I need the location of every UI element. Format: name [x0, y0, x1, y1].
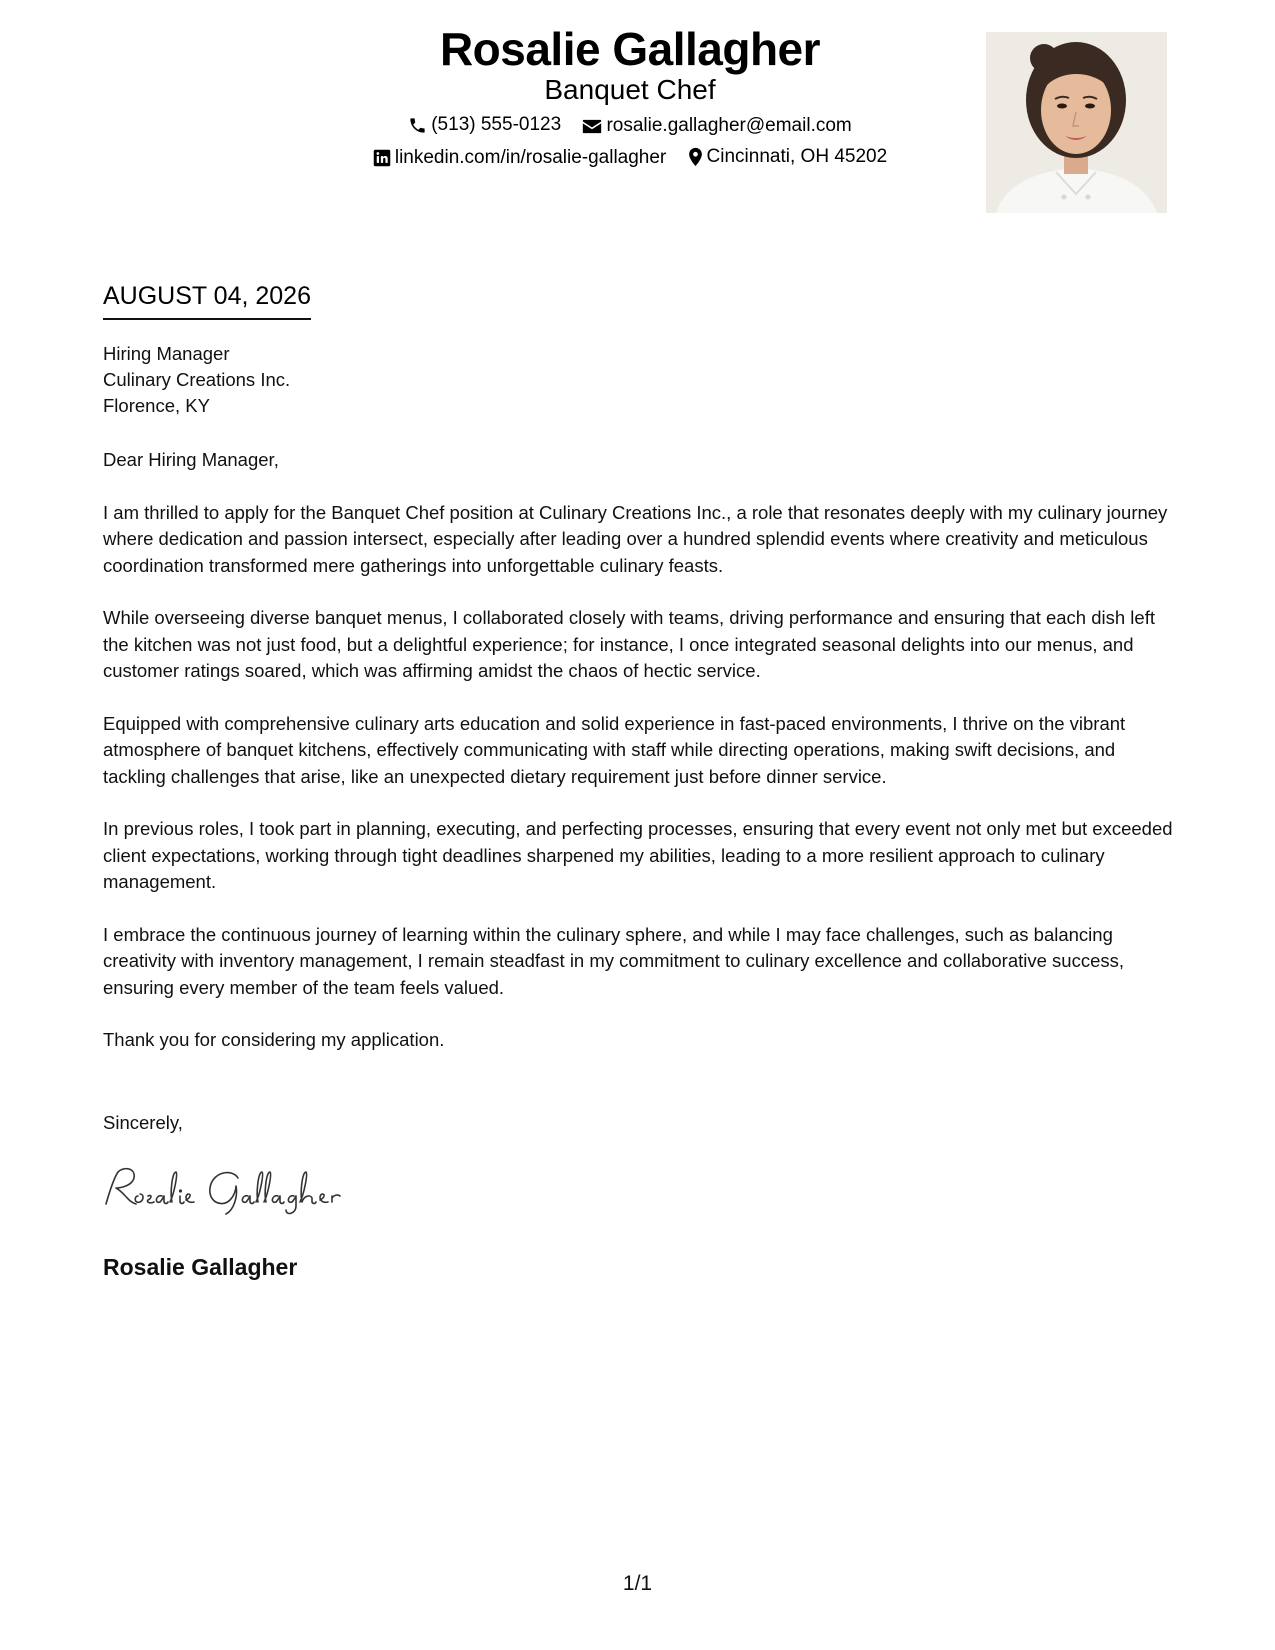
contact-linkedin[interactable] — [373, 145, 666, 171]
envelope-icon — [582, 118, 602, 135]
letter-body — [103, 447, 1183, 1080]
salutation: Dear Hiring Manager, — [103, 449, 279, 470]
phone-text: (513) 555-0123 — [431, 114, 562, 135]
contact-email[interactable] — [582, 113, 851, 139]
linkedin-text: linkedin.com/in/rosalie-gallagher — [394, 147, 667, 168]
page-number: 1/1 — [622, 1572, 653, 1595]
recipient-block — [103, 341, 290, 419]
letter-header — [0, 0, 1275, 230]
body-paragraph: In previous roles, I took part in planning, executing, and perfecting processes, ensuring that every event not only met but exceeded client expectations, working through tight deadlines sharpened my abilities, leading to a more resilient approach to culinary management. — [103, 818, 1173, 892]
handwritten-signature — [100, 1160, 380, 1220]
location-text: Cincinnati, OH 45202 — [706, 146, 888, 167]
email-text: rosalie.gallagher@email.com — [606, 115, 852, 136]
profile-photo — [986, 32, 1167, 213]
recipient-line: Hiring Manager — [103, 343, 230, 364]
recipient-line: Culinary Creations Inc. — [103, 369, 291, 390]
letter-date: AUGUST 04, 2026 — [103, 280, 311, 320]
signer-name: Rosalie Gallagher — [103, 1254, 298, 1280]
closing: Sincerely, — [103, 1112, 183, 1133]
body-paragraph: Equipped with comprehensive culinary arts education and solid experience in fast-paced environments, I thrive on the vibrant atmosphere of banquet kitchens, effectively communicating with staff while directing operations, making swift decisions, and tackling challenges that arise, like an unexpected dietary requirement just before dinner service. — [103, 712, 1126, 787]
applicant-name: Rosalie Gallagher — [439, 23, 821, 75]
map-pin-icon — [688, 147, 703, 167]
phone-icon — [408, 116, 427, 135]
contact-location — [688, 144, 888, 170]
body-paragraph: While overseeing diverse banquet menus, I collaborated closely with teams, driving performance and ensuring that each dish left the kitchen was not just food, but a delightful experience; for instance, I once integrated seasonal delights into our menus, and customer ratings soared, which was affirming amidst the chaos of hectic service. — [103, 607, 1155, 681]
applicant-title: Banquet Chef — [544, 74, 716, 105]
linkedin-icon — [373, 149, 391, 167]
recipient-line: Florence, KY — [103, 395, 210, 416]
body-paragraph: I am thrilled to apply for the Banquet Chef position at Culinary Creations Inc., a role that resonates deeply with my culinary journey where dedication and passion intersect, especially after leading over a hundred splendid events where creativity and meticulous coordination transformed mere gatherings into unforgettable culinary feasts. — [103, 501, 1168, 576]
body-paragraph: I embrace the continuous journey of learning within the culinary sphere, and while I may face challenges, such as balancing creativity with inventory management, I remain steadfast in my commitment to culinary excellence and collaborative success, ensuring every member of the team feels valued. — [103, 923, 1125, 998]
body-paragraph: Thank you for considering my application. — [103, 1029, 445, 1050]
contact-phone[interactable] — [408, 112, 561, 138]
